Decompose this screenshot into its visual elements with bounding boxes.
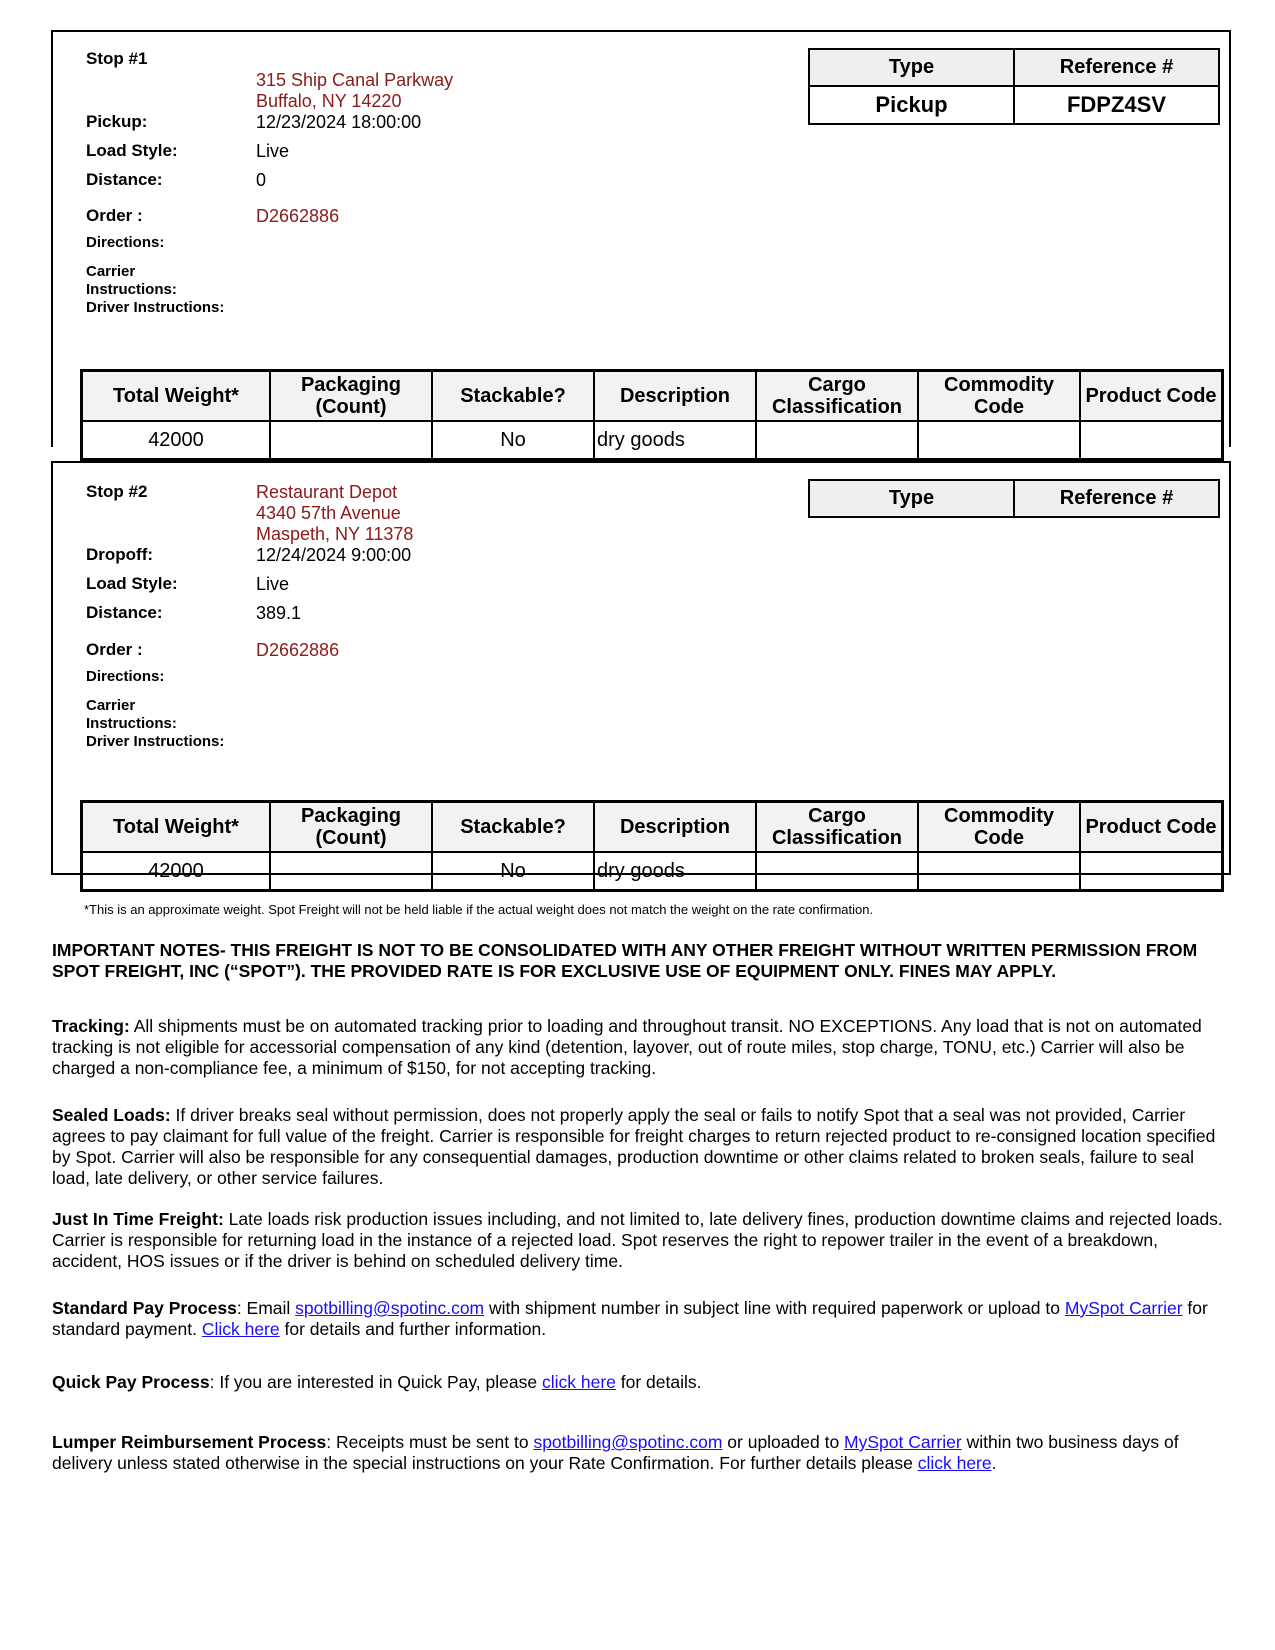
cargo-class-cell [756,852,918,891]
lumper-text: or uploaded to [722,1432,845,1452]
standard-pay-text: with shipment number in subject line with required paperwork or upload to [484,1298,1065,1318]
packaging-cell [270,852,432,891]
standard-pay-text: : Email [236,1298,296,1318]
goods-header: Description [594,802,756,853]
pickup-time: 12/23/2024 18:00:00 [256,112,422,132]
goods-header: Total Weight* [82,802,271,853]
goods-header: Cargo Classification [756,802,918,853]
stop-label: Stop #1 [86,49,148,68]
reference-table [808,48,1220,125]
tracking-label: Tracking: [52,1016,130,1036]
important-notes: IMPORTANT NOTES- THIS FREIGHT IS NOT TO BE CONSOLIDATED WITH ANY OTHER FREIGHT WITHOUT WRITTEN PERMISSION FROM SPOT FREIGHT, INC (“SPOT”). THE PROVIDED RATE IS FOR EXCLUSIVE USE OF EQUIPMENT ONLY. FINES MAY APPLY. [52,940,1198,981]
goods-header: Commodity Code [918,371,1080,422]
reference-table [808,479,1220,518]
standard-pay-label: Standard Pay Process [52,1298,237,1318]
load-style-value: Live [256,574,290,594]
product-code-cell [1080,421,1223,460]
billing-email-link[interactable]: spotbilling@spotinc.com [295,1298,485,1318]
load-style-label: Load Style: [86,574,178,593]
lumper-text: within two business days of delivery unless stated otherwise in the special instructions on your Rate Confirmation. For further details please [52,1432,1179,1473]
tracking-paragraph [52,1016,1227,1079]
pickup-label: Pickup: [86,112,148,131]
type-header: Type [809,480,1014,517]
weight-cell: 42000 [82,421,271,460]
cargo-class-cell [756,421,918,460]
goods-header: Product Code [1080,371,1223,422]
lumper-label: Lumper Reimbursement Process [52,1432,327,1452]
description-cell: dry goods [594,421,756,460]
carrier-instructions-label: Carrier [86,697,136,714]
standard-pay-paragraph [52,1298,1227,1340]
address-line: 315 Ship Canal Parkway [256,70,454,90]
type-header: Type [809,49,1014,86]
type-value: Pickup [809,86,1014,124]
order-value: D2662886 [256,640,340,660]
goods-header: Total Weight* [82,371,271,422]
lumper-click-here-link[interactable]: click here [917,1453,992,1473]
stackable-cell: No [432,852,594,891]
distance-label: Distance: [86,603,163,622]
table-row [82,852,1223,891]
reference-header: Reference # [1014,49,1219,86]
commodity-cell [918,852,1080,891]
packaging-cell [270,421,432,460]
dropoff-label: Dropoff: [86,545,154,564]
standard-pay-click-here-link[interactable]: Click here [201,1319,280,1339]
load-style-value: Live [256,141,290,161]
sealed-loads-text: If driver breaks seal without permission, does not properly apply the seal or fails to notify Spot that a seal was not provided, Carrier agrees to pay claimant for full value of the freight. Carrier is responsible for freight charges to return rejected product to re-consigned location specified by Spot. Carrier will also be responsible for any consequential damages, production downtime or other claims related to broken seals, failure to seal load, late delivery, or other service failures. [52,1105,1216,1188]
carrier-instructions-label: Carrier [86,263,136,280]
goods-header: Packaging (Count) [270,802,432,853]
goods-header: Description [594,371,756,422]
address-line: Restaurant Depot [256,482,398,502]
distance-value: 0 [256,170,267,190]
product-code-cell [1080,852,1223,891]
reference-value: FDPZ4SV [1014,86,1219,124]
jit-label: Just In Time Freight: [52,1209,224,1229]
quick-pay-text: for details. [615,1372,702,1392]
directions-label: Directions: [86,234,165,251]
address-line: 4340 57th Avenue [256,503,401,523]
commodity-cell [918,421,1080,460]
lumper-myspot-link[interactable]: MySpot Carrier [844,1432,962,1452]
lumper-email-link[interactable]: spotbilling@spotinc.com [533,1432,723,1452]
jit-text: Late loads risk production issues including, and not limited to, late delivery fines, production downtime claims and rejected loads. Carrier is responsible for returning load in the instance of a rejected load. Spot reserves the right to repower trailer in the event of a breakdown, accident, HOS issues or if the driver is behind on scheduled delivery time. [52,1209,1223,1271]
jit-paragraph [52,1209,1227,1272]
weight-disclaimer: *This is an approximate weight. Spot Freight will not be held liable if the actual weight does not match the weight on the rate confirmation. [84,902,874,917]
tracking-text: All shipments must be on automated tracking prior to loading and throughout transit. NO EXCEPTIONS. Any load that is not on automated tracking is not eligible for accessorial compensation of any kind (detention, layover, out of route miles, stop charge, TONU, etc.) Carrier will also be charged a non-compliance fee, a minimum of $150, for not accepting tracking. [52,1016,1202,1078]
order-label: Order : [86,206,143,225]
description-cell: dry goods [594,852,756,891]
myspot-carrier-link[interactable]: MySpot Carrier [1064,1298,1183,1318]
carrier-instructions-label: Instructions: [86,281,177,298]
stop-label: Stop #2 [86,482,148,501]
carrier-instructions-label: Instructions: [86,715,177,732]
quick-pay-label: Quick Pay Process [52,1372,210,1392]
order-value: D2662886 [256,206,340,226]
stackable-cell: No [432,421,594,460]
sealed-loads-label: Sealed Loads: [52,1105,171,1125]
quick-pay-paragraph [52,1372,1227,1393]
goods-table [80,800,1224,892]
lumper-paragraph [52,1432,1227,1474]
goods-header: Stackable? [432,371,594,422]
directions-label: Directions: [86,668,165,685]
address-line: Maspeth, NY 11378 [256,524,414,544]
address-line: Buffalo, NY 14220 [256,91,402,111]
goods-header: Commodity Code [918,802,1080,853]
distance-value: 389.1 [256,603,302,623]
goods-header: Stackable? [432,802,594,853]
dropoff-time: 12/24/2024 9:00:00 [256,545,412,565]
driver-instructions-label: Driver Instructions: [86,299,225,316]
standard-pay-text: for details and further information. [279,1319,547,1339]
quick-pay-text: : If you are interested in Quick Pay, please [209,1372,542,1392]
sealed-loads-paragraph [52,1105,1227,1189]
driver-instructions-label: Driver Instructions: [86,733,225,750]
goods-header: Product Code [1080,802,1223,853]
goods-header: Cargo Classification [756,371,918,422]
quick-pay-click-here-link[interactable]: click here [541,1372,616,1392]
distance-label: Distance: [86,170,163,189]
order-label: Order : [86,640,143,659]
standard-pay-text: for standard payment. [52,1298,1208,1339]
lumper-text: . [991,1453,997,1473]
goods-table [80,369,1224,461]
lumper-text: : Receipts must be sent to [326,1432,534,1452]
load-style-label: Load Style: [86,141,178,160]
weight-cell: 42000 [82,852,271,891]
reference-header: Reference # [1014,480,1219,517]
goods-header: Packaging (Count) [270,371,432,422]
table-row [82,421,1223,460]
